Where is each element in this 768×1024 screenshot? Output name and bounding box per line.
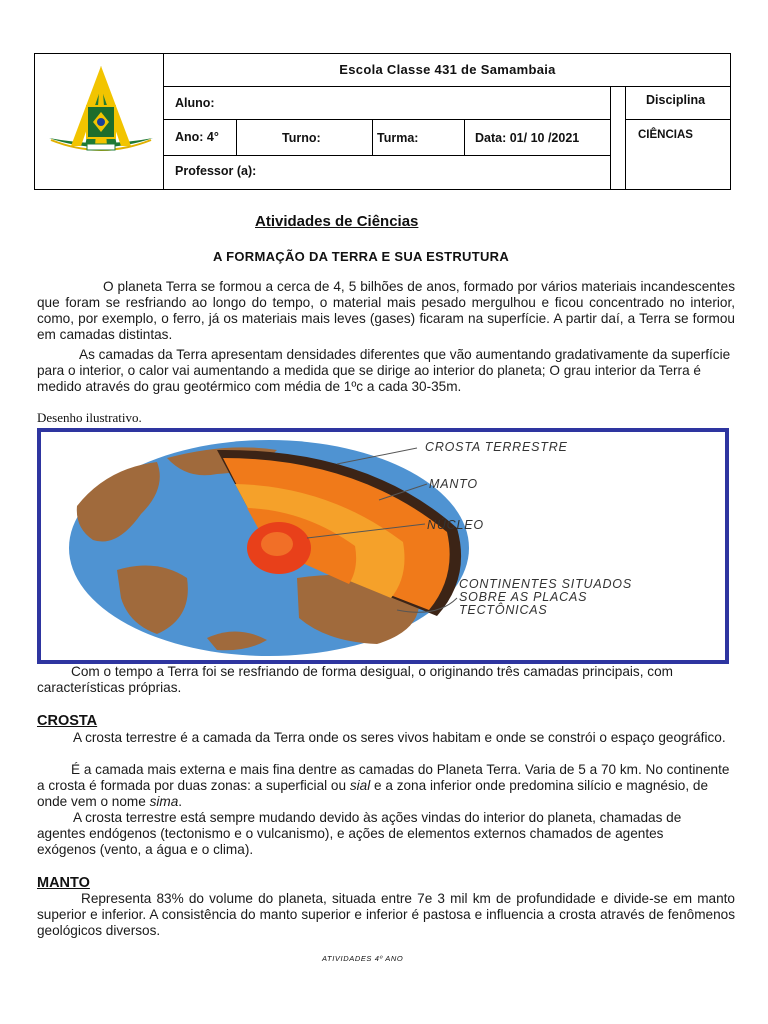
page-title: Atividades de Ciências bbox=[255, 213, 419, 230]
earth-layers-illustration bbox=[37, 428, 729, 664]
data-cell bbox=[464, 119, 610, 155]
school-name: Escola Classe 431 de Samambaia bbox=[339, 62, 556, 77]
disciplina-value-cell bbox=[625, 119, 731, 190]
disciplina-label: Disciplina bbox=[646, 93, 706, 107]
crosta-heading: CROSTA bbox=[37, 713, 98, 729]
school-name-cell bbox=[163, 54, 731, 86]
manto-paragraph-1 bbox=[37, 891, 735, 939]
school-logo bbox=[41, 58, 161, 186]
section-subtitle: A FORMAÇÃO DA TERRA E SUA ESTRUTURA bbox=[213, 249, 510, 264]
label-continentes-2: SOBRE AS PLACAS bbox=[459, 590, 588, 604]
spacer-cell-1 bbox=[610, 86, 625, 190]
label-manto: MANTO bbox=[429, 477, 478, 491]
intro-paragraph-2 bbox=[37, 347, 735, 395]
crosta-paragraph-3 bbox=[37, 810, 697, 858]
label-continentes-3: TECTÔNICAS bbox=[459, 603, 548, 617]
intro-paragraph-1-text: O planeta Terra se formou a cerca de 4, 5 bilhões de anos, formado por vários materiais incandescentes que foram se resfriando ao longo do tempo, o material mais pesado mergulhou e ficou concentrado no interior, como, por exemplo, o ferro, já os materiais mais leves (gases) ficaram na superfície. A partir daí, a Terra se formou em camadas distintas. bbox=[37, 279, 735, 342]
crosta-p2-sima: sima bbox=[149, 794, 179, 809]
figure-caption: Desenho ilustrativo. bbox=[37, 410, 142, 425]
label-crosta: CROSTA TERRESTRE bbox=[425, 440, 568, 454]
manto-heading: MANTO bbox=[37, 875, 90, 891]
label-nucleo: NÚCLEO bbox=[427, 518, 484, 532]
crosta-paragraph-2 bbox=[37, 762, 735, 810]
crosta-paragraph-1-text: A crosta terrestre é a camada da Terra onde os seres vivos habitam e onde se constrói o espaço geográfico. bbox=[73, 730, 726, 745]
header-table bbox=[34, 53, 731, 190]
crosta-p2-a: É a camada mais externa e mais fina dentre as camadas do Planeta Terra. Varia de 5 a 70 km. No continente a crosta é formada por duas zonas: a superficial ou bbox=[37, 762, 730, 793]
manto-paragraph-1-text: Representa 83% do volume do planeta, situada entre 7e 3 mil km de profundidade e divide-se em manto superior e inferior. A consistência do manto superior e inferior é pastosa e influencia a crosta através de fenômenos geológicos diversos. bbox=[37, 891, 735, 938]
crosta-paragraph-1 bbox=[37, 730, 735, 746]
professor-label: Professor (a): bbox=[175, 164, 257, 178]
turma-label: Turma: bbox=[377, 131, 419, 145]
crosta-p2-sial: sial bbox=[349, 778, 371, 793]
after-figure-text: Com o tempo a Terra foi se resfriando de forma desigual, o originando três camadas principais, com características próprias. bbox=[37, 664, 673, 695]
turno-label: Turno: bbox=[282, 131, 321, 145]
crosta-p2-b: e a zona inferior onde predomina silício e magnésio, de onde vem o nome bbox=[37, 778, 709, 809]
crosta-p2-c: . bbox=[178, 794, 183, 809]
crosta-paragraph-3-text: A crosta terrestre está sempre mudando devido às ações vindas do interior do planeta, chamadas de agentes endógenos (tectonismo e o vulcanismo), e ações de elementos externos chamados de agentes exógenos (vento, a água e o clima). bbox=[37, 810, 682, 857]
data-label: Data: 01/ 10 /2021 bbox=[475, 131, 580, 145]
intro-paragraph-1 bbox=[37, 279, 735, 343]
disciplina-value: CIÊNCIAS bbox=[638, 129, 693, 141]
after-figure-paragraph bbox=[37, 664, 735, 696]
professor-cell bbox=[163, 155, 610, 190]
aluno-cell bbox=[163, 86, 610, 119]
page-footer: ATIVIDADES 4º ANO bbox=[322, 954, 404, 963]
ano-label: Ano: 4° bbox=[175, 130, 219, 144]
turno-cell bbox=[236, 119, 372, 155]
ano-cell bbox=[163, 119, 236, 155]
disciplina-cell bbox=[625, 86, 731, 119]
label-continentes-1: CONTINENTES SITUADOS bbox=[459, 577, 632, 591]
aluno-label: Aluno: bbox=[175, 96, 215, 110]
turma-cell bbox=[372, 119, 464, 155]
intro-paragraph-2-text: As camadas da Terra apresentam densidades diferentes que vão aumentando gradativamente da superfície para o interior, o calor vai aumentando a medida que se dirige ao interior do planeta; O grau interior da Terra é medido através do grau geotérmico com média de 1ºc a cada 30-35m. bbox=[37, 347, 731, 394]
